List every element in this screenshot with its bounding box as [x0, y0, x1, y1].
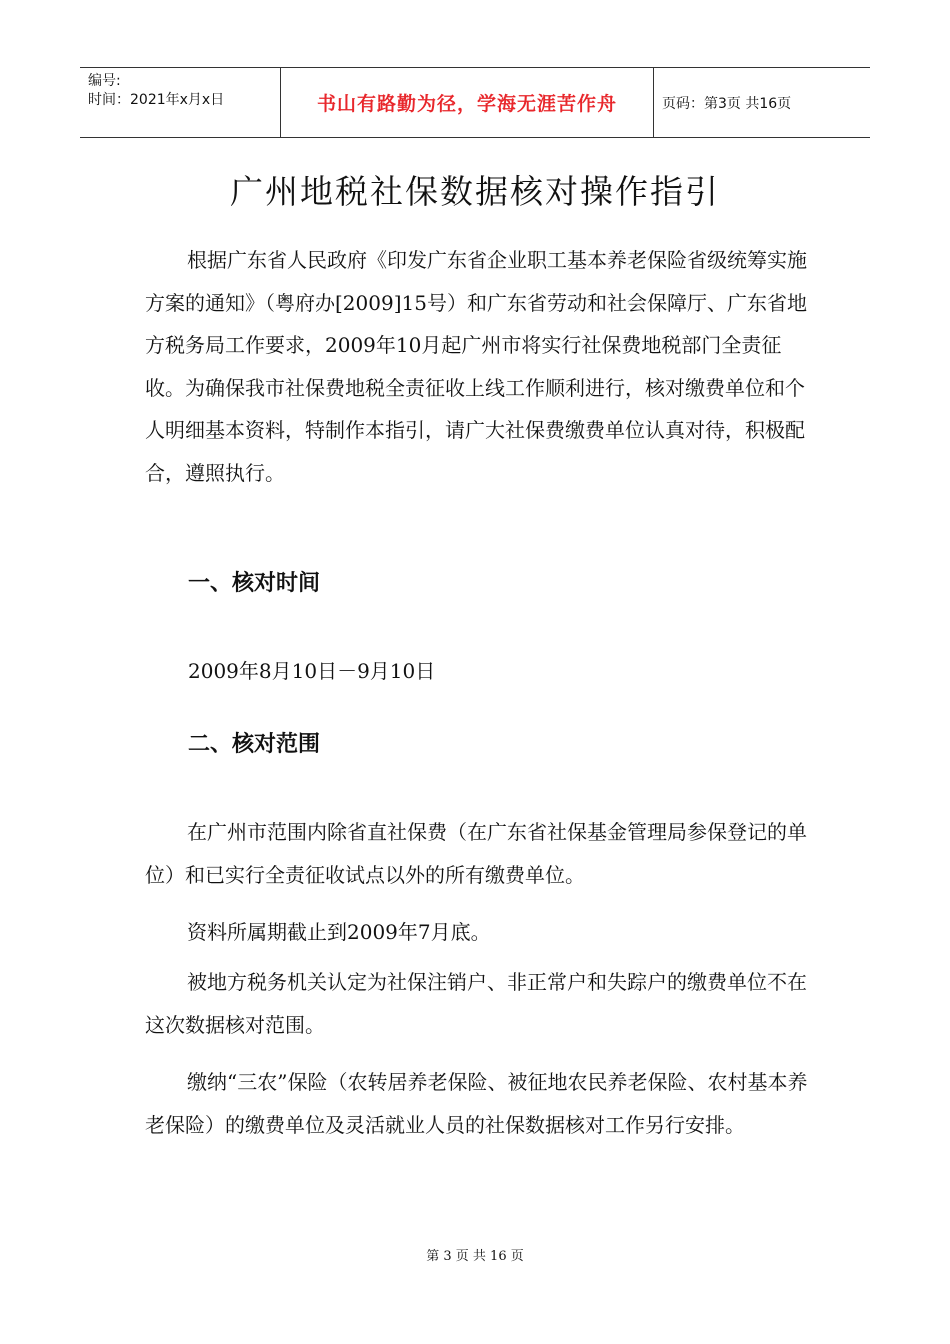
header-motto: 书山有路勤为径，学海无涯苦作舟: [281, 68, 654, 137]
section-1-heading: 一、核对时间: [188, 571, 321, 596]
document-number-label: 编号:: [88, 73, 121, 89]
document-time-label: 时间：2021年x月x日: [88, 92, 225, 108]
header-meta: [80, 68, 281, 137]
section-2-paragraph-1: 在广州市范围内除省直社保费（在广东省社保基金管理局参保登记的单位）和已实行全责征收试点以外的所有缴费单位。: [145, 820, 807, 887]
document-title: 广州地税社保数据核对操作指引: [230, 172, 720, 211]
document-header: [80, 67, 870, 138]
section-2-heading: 二、核对范围: [188, 732, 321, 757]
section-2-paragraph-3: 被地方税务机关认定为社保注销户、非正常户和失踪户的缴费单位不在这次数据核对范围。: [145, 970, 807, 1037]
page-footer: 第 3 页 共 16 页: [426, 1249, 524, 1264]
section-2-paragraph-4: 缴纳“三农”保险（农转居养老保险、被征地农民养老保险、农村基本养老保险）的缴费单位及灵活就业人员的社保数据核对工作另行安排。: [145, 1070, 808, 1137]
section-1-content: 2009年8月10日－9月10日: [188, 659, 436, 683]
section-2-paragraph-2: 资料所属期截止到2009年7月底。: [187, 920, 491, 944]
header-page-info: 页码：第3页 共16页: [662, 95, 792, 112]
intro-paragraph: 根据广东省人民政府《印发广东省企业职工基本养老保险省级统筹实施方案的通知》（粤府办[2009]15号）和广东省劳动和社会保障厅、广东省地方税务局工作要求，2009年10月起广州市将实行社保费地税部门全责征收。为确保我市社保费地税全责征收上线工作顺利进行，核对缴费单位和个人明细基本资料，特制作本指引，请广大社保费缴费单位认真对待，积极配合，遵照执行。: [145, 248, 807, 485]
